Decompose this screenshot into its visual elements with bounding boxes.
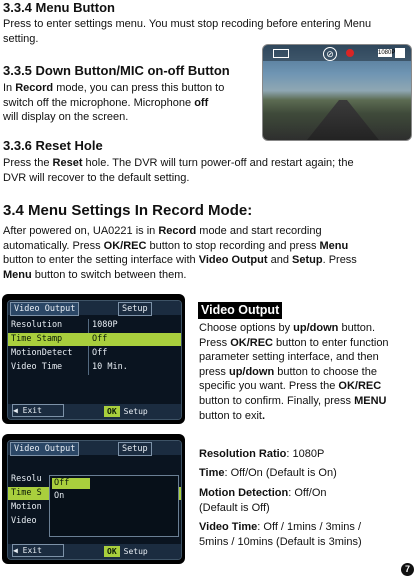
ok-setup-button[interactable]: OK Setup [104,546,174,557]
row-label: Resolution [11,320,63,330]
row-value: 10 Min. [92,362,128,372]
menu-row-resolution[interactable] [8,319,181,332]
option-on[interactable]: On [54,491,65,501]
down-button-text: In Record mode, you can press this button to switch off the microphone. Microphone off will display on the screen. [3,82,225,123]
back-arrow-icon: ◀ [13,546,18,555]
tab-setup[interactable]: Setup [118,442,152,456]
menu-button-text: Press to enter settings menu. You must stop recoding before entering Menu setting. [3,18,372,45]
row-label: Time S [11,488,42,498]
menu-row-time-stamp[interactable] [8,333,181,346]
spec-time: Time: Off/On (Default is On) [199,467,337,479]
row-label: Video [11,516,37,526]
tab-setup[interactable]: Setup [118,302,152,316]
row-value: Off [92,348,108,358]
menu-tabs [8,441,181,455]
menu-screen-time-stamp-options [2,434,185,564]
row-label: Resolu [11,474,42,484]
page-number: 7 [401,563,414,576]
record-indicator-icon [346,49,354,57]
road-graphic [303,100,383,141]
menu-row-motion-detect[interactable] [8,347,181,360]
spec-resolution: Resolution Ratio: 1080P [199,448,325,460]
row-label: Motion [11,502,42,512]
heading-menu-button: 3.3.4 Menu Button [3,0,115,15]
row-label: Video Time [11,362,63,372]
heading-reset-hole: 3.3.6 Reset Hole [3,138,103,153]
row-value: Off [92,334,108,344]
resolution-badge: 1080P [378,50,396,56]
video-output-text: Choose options by up/down button. Press OK/REC button to enter function parameter setting interface, and then press up/down button to choose the specific you want. Press the OK/REC button to confirm. Finally, press MENU button to exit. [199,322,389,422]
ok-label: OK [104,406,120,417]
heading-menu-settings: 3.4 Menu Settings In Record Mode: [3,202,253,219]
mic-off-icon: ⊘ [323,47,337,61]
camera-screen-image [262,44,412,141]
ok-setup-button[interactable]: OK Setup [104,406,174,417]
reset-hole-text: Press the Reset hole. The DVR will turn power-off and restart again; the DVR will recover to the default setting. [3,157,354,184]
row-label: MotionDetect [11,348,73,358]
battery-icon [273,49,289,58]
heading-down-button: 3.3.5 Down Button/MIC on-off Button [3,63,230,78]
menu-tabs [8,301,181,315]
ok-label: OK [104,546,120,557]
menu-row-video-time[interactable] [8,361,181,374]
video-output-title: Video Output [198,302,282,319]
tab-video-output[interactable]: Video Output [10,442,79,456]
menu-settings-text: After powered on, UA0221 is in Record mode and start recording automatically. Press OK/REC button to stop recording and press Menu button to enter the setting interface with Video Output and Setup. Press Menu button to switch between them. [3,225,357,281]
spec-motion-detection: Motion Detection: Off/On (Default is Off) [199,487,327,514]
option-off[interactable]: Off [52,478,90,489]
menu-footer [8,544,181,559]
row-label: Time Stamp [11,334,63,344]
sd-card-icon [395,48,405,58]
options-popup [49,475,179,537]
back-arrow-icon: ◀ [13,406,18,415]
row-value: 1080P [92,320,118,330]
menu-screen-video-output [2,294,185,424]
menu-footer [8,404,181,419]
exit-button[interactable]: ◀ Exit [12,404,64,417]
tab-video-output[interactable]: Video Output [10,302,79,316]
spec-video-time: Video Time: Off / 1mins / 3mins / 5mins / 10mins (Default is 3mins) [199,521,362,548]
exit-button[interactable]: ◀ Exit [12,544,64,557]
